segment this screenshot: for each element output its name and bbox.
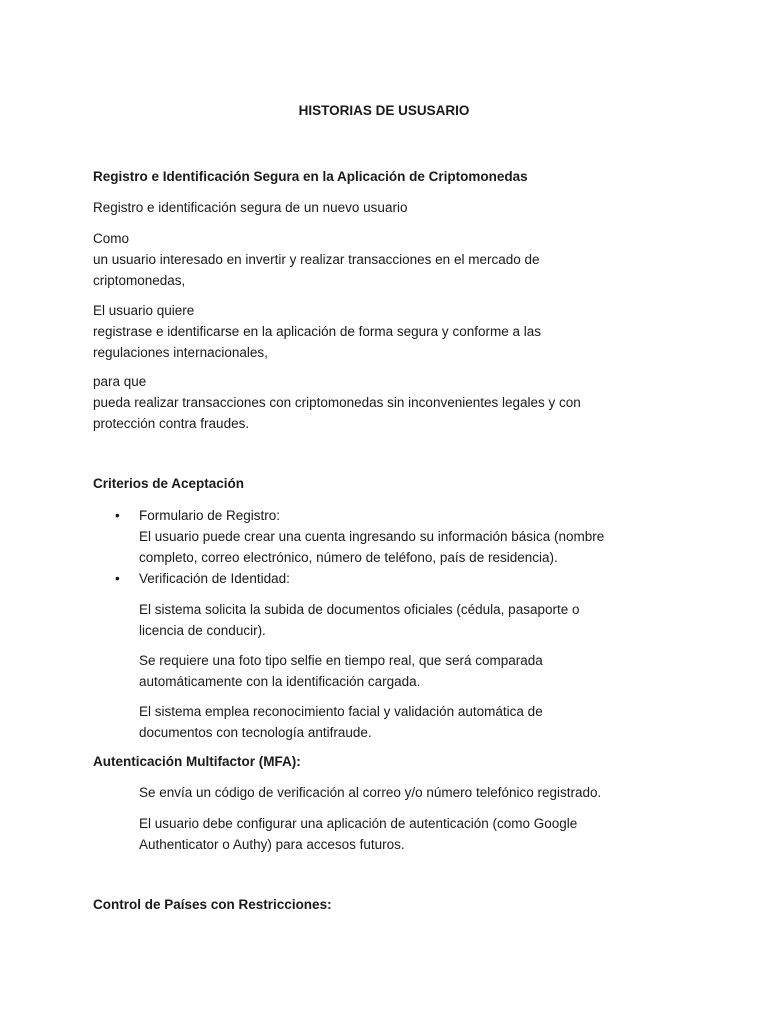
identity-paragraph-documents — [139, 599, 679, 641]
section-heading-registro: Registro e Identificación Segura en la Aplicación de Criptomonedas — [93, 169, 528, 184]
paragraph-line-1: El sistema emplea reconocimiento facial y validación automática de — [139, 704, 543, 719]
bullet-icon: • — [115, 508, 120, 523]
identity-paragraph-facial — [139, 701, 679, 743]
paragraph-line-2: Authenticator o Authy) para accesos futuros. — [139, 837, 405, 852]
como-text-line-1: un usuario interesado en invertir y realizar transacciones en el mercado de — [93, 252, 540, 267]
quiere-text-line-2: regulaciones internacionales, — [93, 345, 268, 360]
story-subtitle — [93, 197, 673, 218]
como-label: Como — [93, 231, 130, 246]
story-para-que — [93, 371, 673, 434]
bullet-icon: • — [115, 571, 120, 586]
mfa-paragraph-code — [139, 782, 679, 803]
paragraph-line-2: documentos con tecnología antifraude. — [139, 725, 372, 740]
bullet-identity-verification — [115, 568, 679, 589]
identity-paragraph-selfie — [139, 650, 679, 692]
story-como — [93, 228, 673, 291]
quiere-label: El usuario quiere — [93, 303, 195, 318]
como-text-line-2: criptomonedas, — [93, 273, 186, 288]
bullet-text-line-1: El usuario puede crear una cuenta ingresando su información básica (nombre — [139, 529, 605, 544]
para-text-line-2: protección contra fraudes. — [93, 416, 250, 431]
bullet-text-line-2: completo, correo electrónico, número de teléfono, país de residencia). — [139, 550, 558, 565]
paragraph-line-1: El usuario debe configurar una aplicación de autenticación (como Google — [139, 816, 578, 831]
paragraph-line-1: Se requiere una foto tipo selfie en tiempo real, que será comparada — [139, 653, 543, 668]
countries-heading: Control de Países con Restricciones: — [93, 897, 332, 912]
paragraph-line-2: licencia de conducir). — [139, 623, 266, 638]
criteria-heading: Criterios de Aceptación — [93, 476, 245, 491]
bullet-registration-form — [115, 505, 679, 568]
mfa-heading: Autenticación Multifactor (MFA): — [93, 754, 301, 769]
para-label: para que — [93, 374, 147, 389]
document-title: HISTORIAS DE USUSARIO — [298, 103, 470, 118]
para-text-line-1: pueda realizar transacciones con criptomonedas sin inconvenientes legales y con — [93, 395, 581, 410]
paragraph-line-2: automáticamente con la identificación cargada. — [139, 674, 421, 689]
story-quiere — [93, 300, 673, 363]
paragraph-line-1: El sistema solicita la subida de documentos oficiales (cédula, pasaporte o — [139, 602, 580, 617]
mfa-paragraph-app — [139, 813, 679, 855]
quiere-text-line-1: registrase e identificarse en la aplicación de forma segura y conforme a las — [93, 324, 541, 339]
paragraph-line-1: Se envía un código de verificación al correo y/o número telefónico registrado. — [139, 785, 602, 800]
bullet-label: Formulario de Registro: — [139, 508, 281, 523]
bullet-label: Verificación de Identidad: — [139, 571, 290, 586]
story-subtitle-text: Registro e identificación segura de un nuevo usuario — [93, 200, 408, 215]
